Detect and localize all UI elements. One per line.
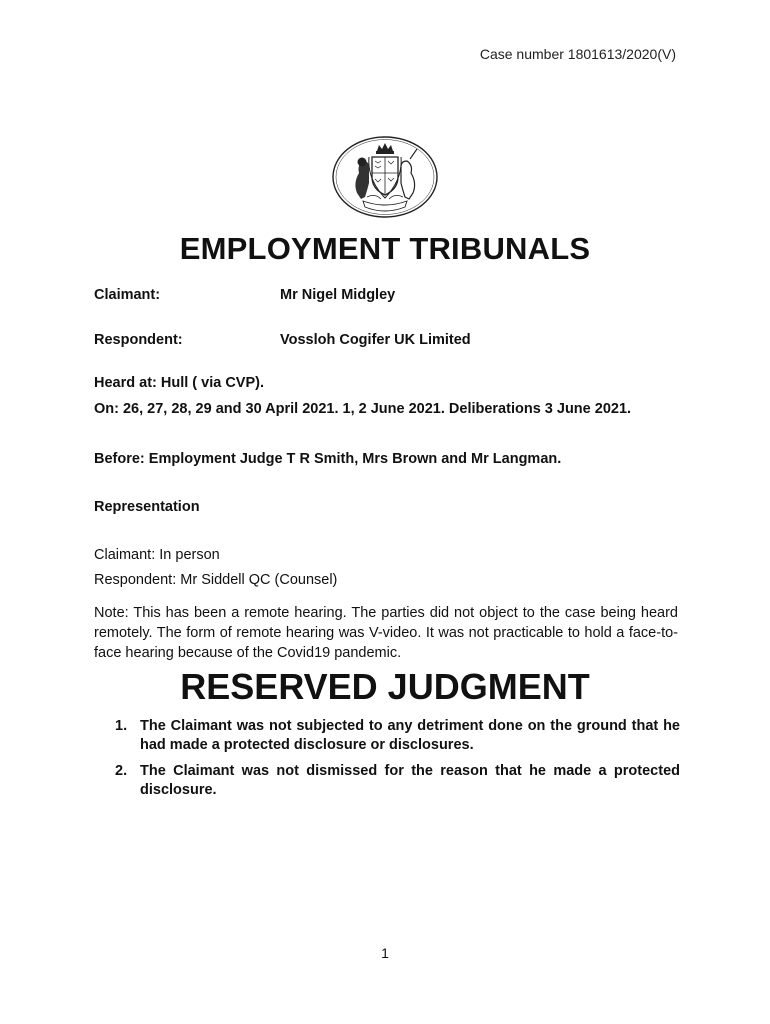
case-number: Case number 1801613/2020(V) [479,46,676,62]
claimant-label: Claimant: [94,287,161,303]
respondent-label: Respondent: [94,332,183,348]
respondent-representation: Respondent: Mr Siddell QC (Counsel) [94,572,338,588]
royal-coat-of-arms-icon [331,135,439,219]
judgment-item-text: The Claimant was not subjected to any detriment done on the ground that he had made a protected disclosure or disclosures. [140,718,680,753]
judgment-item-text: The Claimant was not dismissed for the reason that he made a protected disclosure. [140,763,680,798]
judgment-item-number: 1. [115,718,128,734]
judgment-item-number: 2. [115,763,128,779]
claimant-name: Mr Nigel Midgley [280,287,396,303]
document-title: EMPLOYMENT TRIBUNALS [179,231,591,266]
heard-at: Heard at: Hull ( via CVP). [94,375,265,391]
respondent-name: Vossloh Cogifer UK Limited [280,332,471,348]
page-number: 1 [381,945,389,961]
panel-before: Before: Employment Judge T R Smith, Mrs Brown and Mr Langman. [94,451,562,467]
remote-hearing-note: Note: This has been a remote hearing. The parties did not object to the case being heard remotely. The form of remote hearing was V-video. It was not practicable to hold a face-to-face hearing because of the Covid19 pandemic. [94,605,678,661]
judgment-list [115,717,680,807]
judgment-title: RESERVED JUDGMENT [180,666,590,707]
judgment-item [115,717,680,755]
representation-heading: Representation [94,499,200,515]
claimant-representation: Claimant: In person [94,547,220,563]
hearing-dates: On: 26, 27, 28, 29 and 30 April 2021. 1, 2 June 2021. Deliberations 3 June 2021. [94,401,632,417]
judgment-item [115,762,680,800]
